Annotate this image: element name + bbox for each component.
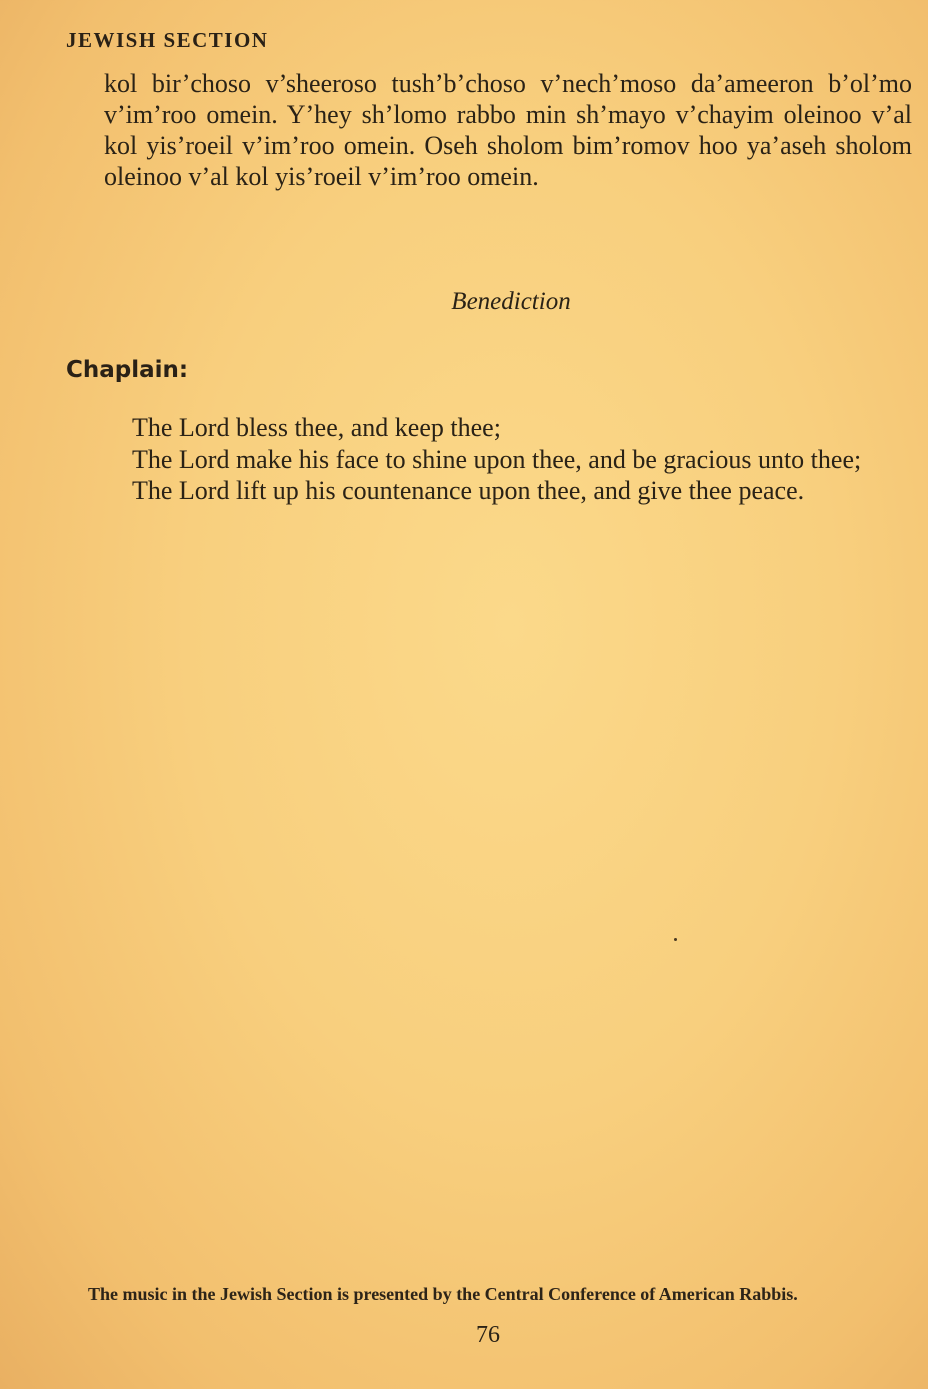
section-heading: Benediction (451, 288, 571, 315)
page-number: 76 (476, 1322, 500, 1348)
prayer-transliteration: kol bir’choso v’sheeroso tush’b’choso v’nech’moso da’ameeron b’ol’mo v’im’roo omein. Y’hey sh’lomo rabbo min sh’mayo v’chayim oleinoo v’al kol yis’roeil v’im’roo omein. Oseh sholom bim’romov hoo ya’aseh sholom oleinoo v’al kol yis’roeil v’im’roo omein. (104, 69, 912, 191)
running-head: JEWISH SECTION (66, 28, 269, 52)
benediction-line: The Lord make his face to shine upon thee, and be gracious unto thee; (132, 444, 862, 474)
footnote-text: The music in the Jewish Section is presented by the Central Conference of American Rabbis. (88, 1284, 798, 1304)
benediction-text (104, 412, 910, 507)
paper-speck (674, 938, 677, 941)
benediction-line: The Lord lift up his countenance upon thee, and give thee peace. (132, 476, 805, 505)
footnote (66, 1285, 906, 1304)
benediction-line: The Lord bless thee, and keep thee; (132, 413, 501, 442)
speaker-label: Chaplain: (66, 357, 189, 383)
